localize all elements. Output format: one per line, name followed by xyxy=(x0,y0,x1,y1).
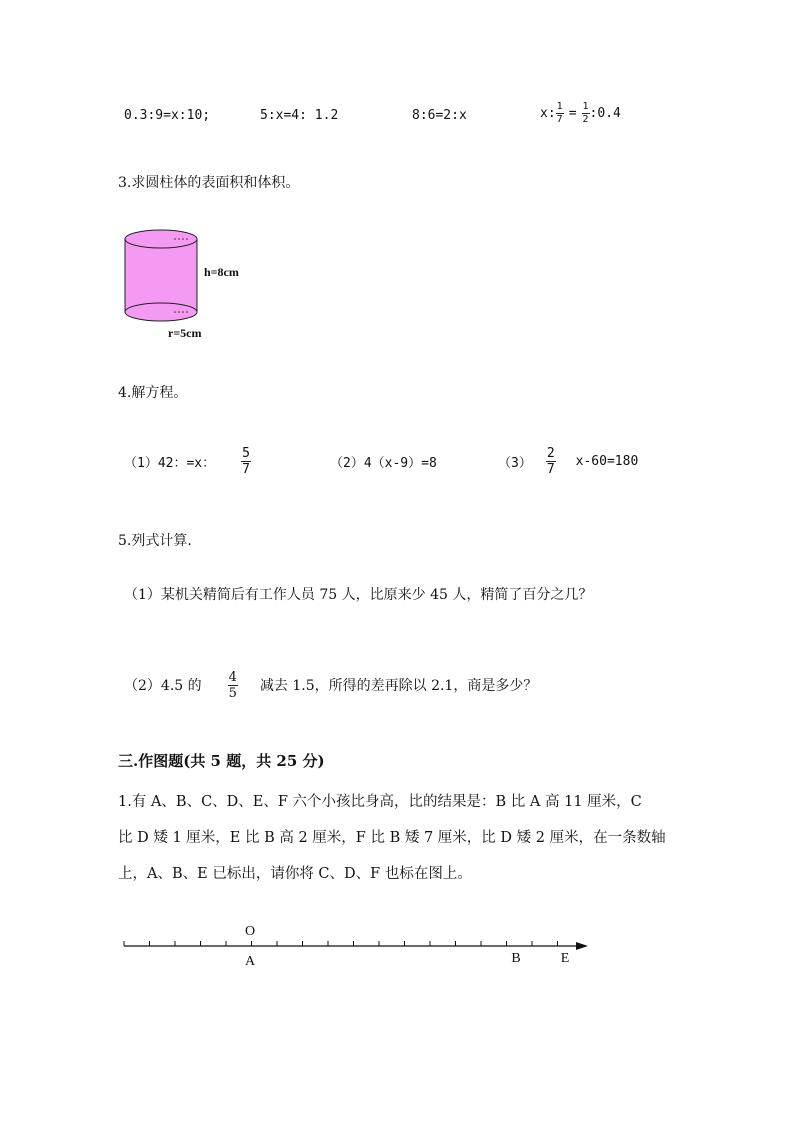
height-label: h=8cm xyxy=(204,265,239,279)
equation-1-text: （1）42：=x： xyxy=(124,455,216,471)
equation-3-text: x-60=180 xyxy=(575,453,639,469)
cylinder-body xyxy=(125,239,197,312)
number-line xyxy=(110,918,600,974)
fraction-denominator: 2 xyxy=(582,114,589,125)
fraction-numerator: 1 xyxy=(556,101,563,112)
fraction-denominator: 7 xyxy=(242,461,250,477)
ratio-4-suffix: :0.4 xyxy=(589,106,621,121)
ratio-4-fraction-2 xyxy=(582,102,590,125)
fraction-denominator: 7 xyxy=(556,114,563,125)
number-line-arrow xyxy=(576,942,588,950)
equation-1-fraction xyxy=(241,447,251,476)
equation-1 xyxy=(124,446,251,476)
ratio-equation-3: 8:6=2:x xyxy=(412,108,467,123)
ratio-equation-1: 0.3:9=x:10; xyxy=(124,108,211,123)
part-2-prefix: （2）4.5 的 xyxy=(124,678,202,694)
radius-label: r=5cm xyxy=(168,326,202,340)
part-2-suffix: 减去 1.5，所得的差再除以 2.1，商是多少？ xyxy=(259,678,538,694)
point-b-label: B xyxy=(511,951,521,966)
cylinder-diagram xyxy=(118,222,258,352)
fraction-numerator: 1 xyxy=(582,101,589,112)
question-5-part-1: （1）某机关精简后有工作人员 75 人，比原来少 45 人，精简了百分之几？ xyxy=(124,587,593,603)
question-3-title: 3.求圆柱体的表面积和体积。 xyxy=(118,175,300,191)
fraction-denominator: 5 xyxy=(228,685,237,701)
part-2-fraction xyxy=(228,671,238,700)
equation-2: （2）4（x-9）=8 xyxy=(330,456,437,471)
drawing-question-1-line-3: 上，A、B、E 已标出，请你将 C、D、F 也标在图上。 xyxy=(118,866,472,882)
origin-label: O xyxy=(244,924,256,939)
ratio-4-prefix: x: xyxy=(540,106,556,121)
question-5-title: 5.列式计算. xyxy=(118,533,192,549)
equation-3 xyxy=(498,446,638,476)
question-5-part-2 xyxy=(124,668,537,702)
drawing-question-1-line-2: 比 D 矮 1 厘米，E 比 B 高 2 厘米，F 比 B 矮 7 厘米，比 D 矮 2 厘米，在一条数轴 xyxy=(118,830,666,846)
ratio-equation-2: 5:x=4: 1.2 xyxy=(260,108,339,123)
question-4-title: 4.解方程。 xyxy=(118,385,188,401)
cylinder-top-ellipse xyxy=(125,230,197,248)
ratio-equation-4 xyxy=(540,102,621,125)
equation-3-label: （3） xyxy=(498,455,532,471)
fraction-numerator: 2 xyxy=(546,445,555,461)
drawing-question-1-line-1: 1.有 A、B、C、D、E、F 六个小孩比身高，比的结果是：B 比 A 高 11 厘米，C xyxy=(118,794,642,810)
equation-3-fraction xyxy=(546,447,556,476)
point-e-label: E xyxy=(560,951,570,966)
fraction-numerator: 5 xyxy=(242,445,250,461)
ratio-4-fraction-1 xyxy=(556,102,564,125)
ratio-4-equals: = xyxy=(568,106,577,121)
section-3-title: 三.作图题(共 5 题，共 25 分) xyxy=(118,752,325,770)
cylinder-bottom-ellipse xyxy=(125,303,197,321)
point-a-label: A xyxy=(244,954,256,969)
number-line-ticks xyxy=(124,941,558,946)
fraction-numerator: 4 xyxy=(228,669,237,685)
fraction-denominator: 7 xyxy=(546,461,555,477)
